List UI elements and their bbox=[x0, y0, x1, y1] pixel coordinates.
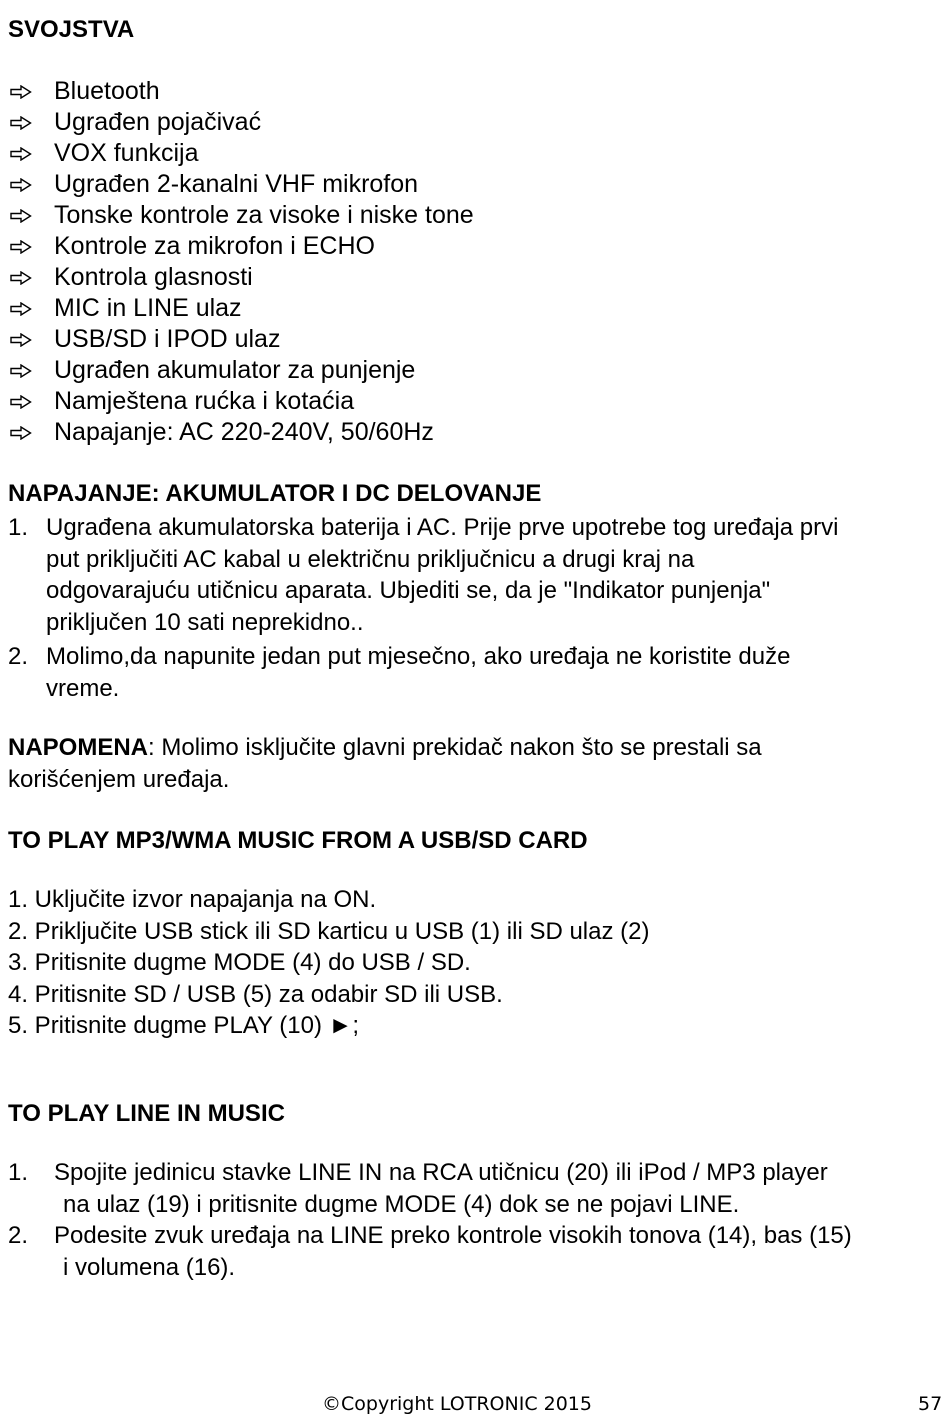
right-arrow-outline-icon bbox=[10, 302, 32, 316]
note-text: : Molimo isključite glavni prekidač nakon što se prestali sa bbox=[148, 734, 762, 761]
right-arrow-outline-icon bbox=[10, 333, 32, 347]
feature-label: Namještena rućka i kotaćia bbox=[54, 387, 355, 415]
usb-step: 4. Pritisnite SD / USB (5) za odabir SD ili USB. bbox=[8, 980, 503, 1008]
feature-label: VOX funkcija bbox=[54, 139, 199, 167]
usb-section-heading: TO PLAY MP3/WMA MUSIC FROM A USB/SD CARD bbox=[8, 827, 588, 854]
right-arrow-outline-icon bbox=[10, 240, 32, 254]
right-arrow-outline-icon bbox=[10, 364, 32, 378]
feature-label: MIC in LINE ulaz bbox=[54, 294, 242, 322]
feature-item bbox=[8, 200, 474, 231]
feature-label: Ugrađen akumulator za punjenje bbox=[54, 356, 416, 384]
feature-label: Kontrole za mikrofon i ECHO bbox=[54, 232, 375, 260]
right-arrow-outline-icon bbox=[10, 178, 32, 192]
feature-item bbox=[8, 169, 474, 200]
footer-page-number: 57 bbox=[918, 1393, 943, 1415]
line-in-item bbox=[8, 1157, 852, 1220]
item-line: vreme. bbox=[46, 674, 120, 702]
feature-item bbox=[8, 231, 474, 262]
item-line: odgovarajuću utičnicu aparata. Ubjediti se, da je "Indikator punjenja" bbox=[46, 577, 771, 604]
feature-item bbox=[8, 355, 474, 386]
right-arrow-outline-icon bbox=[10, 271, 32, 285]
features-heading: SVOJSTVA bbox=[8, 16, 135, 43]
usb-step: 5. Pritisnite dugme PLAY (10) ►; bbox=[8, 1012, 360, 1039]
right-arrow-outline-icon bbox=[10, 395, 32, 409]
right-arrow-outline-icon bbox=[10, 209, 32, 223]
item-line: na ulaz (19) i pritisnite dugme MODE (4) dok se ne pojavi LINE. bbox=[63, 1190, 740, 1218]
note-text-continued: korišćenjem uređaja. bbox=[8, 765, 230, 793]
power-list bbox=[8, 512, 838, 704]
power-heading: NAPAJANJE: AKUMULATOR I DC DELOVANJE bbox=[8, 480, 542, 507]
item-number: 1. bbox=[8, 1159, 29, 1186]
usb-step: 2. Priključite USB stick ili SD karticu u USB (1) ili SD ulaz (2) bbox=[8, 917, 650, 945]
feature-label: Kontrola glasnosti bbox=[54, 263, 253, 291]
line-in-item bbox=[8, 1220, 852, 1283]
right-arrow-outline-icon bbox=[10, 85, 32, 99]
line-in-list bbox=[8, 1157, 852, 1283]
power-item bbox=[8, 641, 838, 704]
item-number: 2. bbox=[8, 1222, 29, 1249]
item-line: Molimo,da napunite jedan put mjesečno, ako uređaja ne koristite duže bbox=[46, 643, 791, 670]
item-number: 1. bbox=[8, 514, 29, 541]
power-item bbox=[8, 512, 838, 638]
right-arrow-outline-icon bbox=[10, 147, 32, 161]
note-paragraph bbox=[8, 732, 762, 795]
item-line: priključen 10 sati neprekidno.. bbox=[46, 608, 364, 636]
item-line: i volumena (16). bbox=[63, 1253, 236, 1281]
feature-label: Ugrađen 2-kanalni VHF mikrofon bbox=[54, 170, 419, 198]
feature-label: Tonske kontrole za visoke i niske tone bbox=[54, 201, 474, 229]
note-label: NAPOMENA bbox=[8, 734, 149, 761]
usb-step: 1. Uključite izvor napajanja na ON. bbox=[8, 886, 377, 913]
feature-item bbox=[8, 386, 474, 417]
usb-step: 3. Pritisnite dugme MODE (4) do USB / SD. bbox=[8, 949, 471, 976]
item-line: Podesite zvuk uređaja na LINE preko kontrole visokih tonova (14), bas (15) bbox=[54, 1222, 852, 1249]
feature-item bbox=[8, 324, 474, 355]
feature-label: USB/SD i IPOD ulaz bbox=[54, 325, 281, 353]
item-line: put priključiti AC kabal u električnu priključnicu a drugi kraj na bbox=[46, 545, 695, 573]
feature-item bbox=[8, 138, 474, 169]
feature-item bbox=[8, 293, 474, 324]
feature-label: Napajanje: AC 220-240V, 50/60Hz bbox=[54, 418, 434, 446]
feature-item bbox=[8, 262, 474, 293]
usb-steps-list bbox=[8, 884, 649, 1042]
feature-item bbox=[8, 417, 474, 448]
item-line: Ugrađena akumulatorska baterija i AC. Prije prve upotrebe tog uređaja prvi bbox=[46, 514, 839, 541]
footer-copyright: ©Copyright LOTRONIC 2015 bbox=[322, 1393, 592, 1415]
item-number: 2. bbox=[8, 643, 29, 670]
feature-label: Bluetooth bbox=[54, 77, 160, 105]
right-arrow-outline-icon bbox=[10, 426, 32, 440]
feature-item bbox=[8, 107, 474, 138]
features-list bbox=[8, 76, 474, 448]
line-in-section-heading: TO PLAY LINE IN MUSIC bbox=[8, 1100, 285, 1127]
item-line: Spojite jedinicu stavke LINE IN na RCA utičnicu (20) ili iPod / MP3 player bbox=[54, 1159, 828, 1186]
feature-label: Ugrađen pojačivać bbox=[54, 108, 262, 136]
feature-item bbox=[8, 76, 474, 107]
right-arrow-outline-icon bbox=[10, 116, 32, 130]
